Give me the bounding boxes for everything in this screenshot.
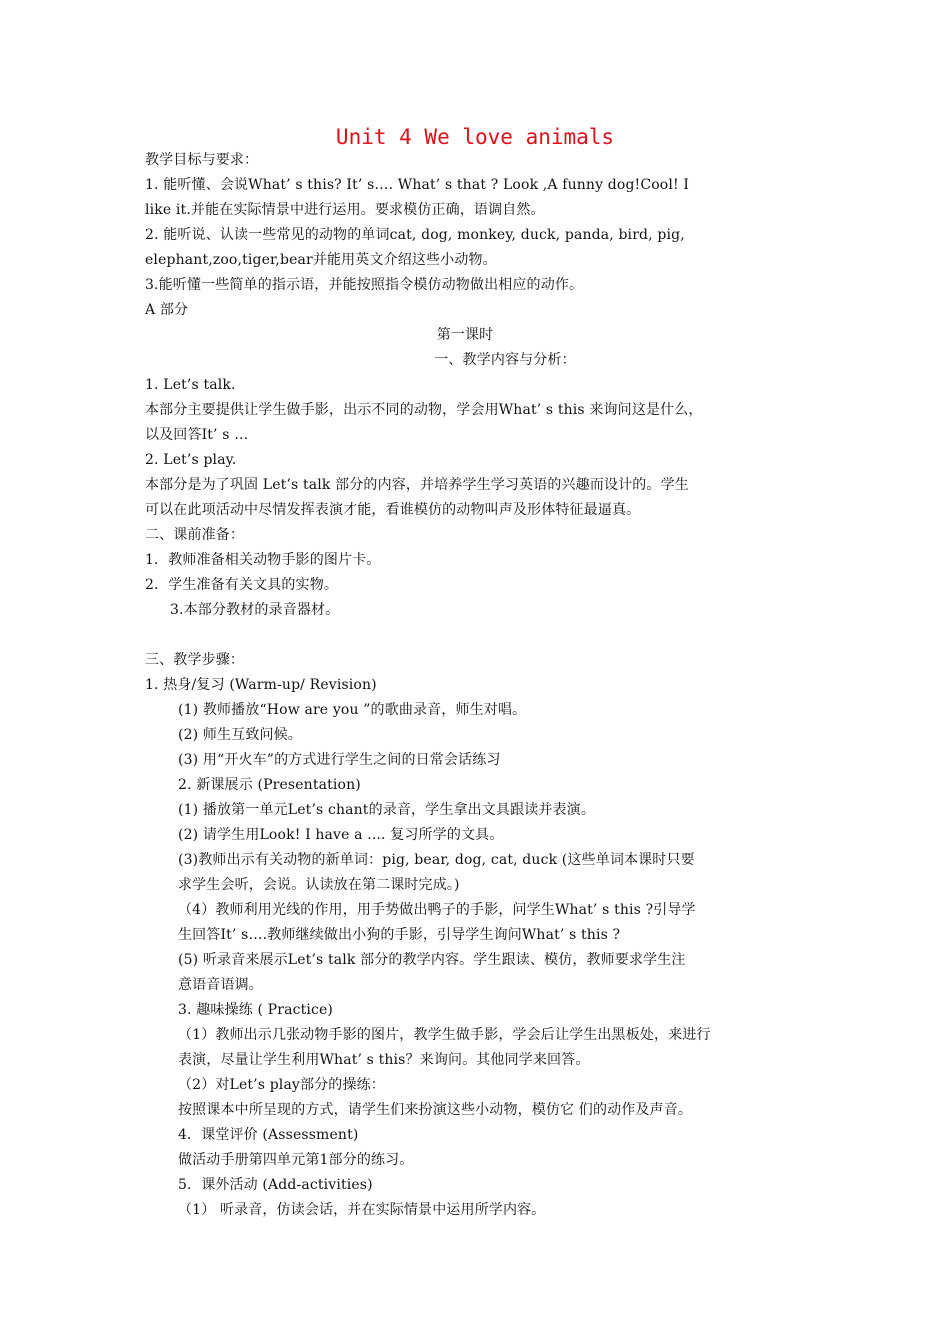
step-2-1: (1) 播放第一单元Let’s chant的录音，学生拿出文具跟读并表演。: [178, 802, 595, 818]
talk-line-1: 本部分主要提供让学生做手影，出示不同的动物，学会用What’ s this 来询问这是什么，: [145, 402, 703, 418]
play-line-2: 可以在此项活动中尽情发挥表演才能，看谁模仿的动物叫声及形体特征最逼真。: [145, 502, 641, 518]
step-4-detail: 做活动手册第四单元第1部分的练习。: [178, 1152, 414, 1168]
objective-3: 3.能听懂一些简单的指示语，并能按照指令模仿动物做出相应的动作。: [145, 277, 584, 293]
step-1-2: (2) 师生互致问候。: [178, 727, 302, 743]
step-2-5-line-2: 意语音语调。: [178, 977, 263, 993]
steps-heading: 三、教学步骤：: [145, 652, 245, 668]
step-2: 2. 新课展示 (Presentation): [178, 777, 361, 793]
step-3: 3. 趣味操练 ( Practice): [178, 1002, 334, 1018]
objective-2-line-1: 2. 能听说、认读一些常见的动物的单词cat, dog, monkey, duck, panda, bird, pig,: [145, 227, 685, 243]
step-1-1: (1) 教师播放“How are you ”的歌曲录音，师生对唱。: [178, 702, 527, 718]
objectives-heading: 教学目标与要求：: [145, 152, 259, 168]
prep-item-2: 2．学生准备有关文具的实物。: [145, 577, 339, 593]
step-3-2-detail: 按照课本中所呈现的方式，请学生们来扮演这些小动物，模仿它 们的动作及声音。: [178, 1102, 692, 1118]
step-2-3-line-2: 求学生会听，会说。认读放在第二课时完成。): [178, 877, 460, 893]
talk-line-2: 以及回答It’ s …: [145, 427, 249, 443]
play-title: 2. Let’s play.: [145, 452, 237, 468]
step-3-1-line-1: （1）教师出示几张动物手影的图片，教学生做手影，学会后让学生出黑板处，来进行: [178, 1027, 711, 1043]
step-3-2: （2）对Let’s play部分的操练：: [178, 1077, 385, 1093]
step-4: 4．课堂评价 (Assessment): [178, 1127, 359, 1143]
play-line-1: 本部分是为了巩固 Let’s talk 部分的内容，并培养学生学习英语的兴趣而设计的。学生: [145, 477, 689, 493]
unit-title: Unit 4 We love animals: [335, 125, 615, 149]
prep-heading: 二、课前准备：: [145, 527, 245, 543]
analysis-heading: 一、教学内容与分析：: [434, 352, 576, 368]
prep-item-3: 3.本部分教材的录音器材。: [170, 602, 340, 618]
step-5: 5．课外活动 (Add-activities): [178, 1177, 373, 1193]
lesson-title: 第一课时: [436, 327, 494, 343]
step-2-2: (2) 请学生用Look! I have a .... 复习所学的文具。: [178, 827, 504, 843]
step-5-1: （1） 听录音，仿读会话，并在实际情景中运用所学内容。: [178, 1202, 546, 1218]
step-2-3-line-1: (3)教师出示有关动物的新单词：pig, bear, dog, cat, duck (这些单词本课时只要: [178, 852, 695, 868]
part-a-label: A 部分: [145, 302, 189, 318]
step-2-5-line-1: (5) 听录音来展示Let’s talk 部分的教学内容。学生跟读、模仿，教师要求学生注: [178, 952, 686, 968]
talk-title: 1. Let’s talk.: [145, 377, 236, 393]
objective-1-line-2: like it.并能在实际情景中进行运用。要求模仿正确，语调自然。: [145, 202, 545, 218]
objective-1-line-1: 1. 能听懂、会说What’ s this? It’ s…. What’ s that ? Look ,A funny dog!Cool! I: [145, 177, 690, 193]
objective-2-line-2: elephant,zoo,tiger,bear并能用英文介绍这些小动物。: [145, 252, 497, 268]
step-3-1-line-2: 表演，尽量让学生利用What’ s this？来询问。其他同学来回答。: [178, 1052, 590, 1068]
prep-item-1: 1．教师准备相关动物手影的图片卡。: [145, 552, 381, 568]
step-2-4-line-2: 生回答It’ s….教师继续做出小狗的手影，引导学生询问What’ s this ?: [178, 927, 621, 943]
step-1: 1. 热身/复习 (Warm-up/ Revision): [145, 677, 377, 693]
step-1-3: (3) 用“开火车”的方式进行学生之间的日常会话练习: [178, 752, 501, 768]
step-2-4-line-1: （4）教师利用光线的作用，用手势做出鸭子的手影，问学生What’ s this ?引导学: [178, 902, 696, 918]
